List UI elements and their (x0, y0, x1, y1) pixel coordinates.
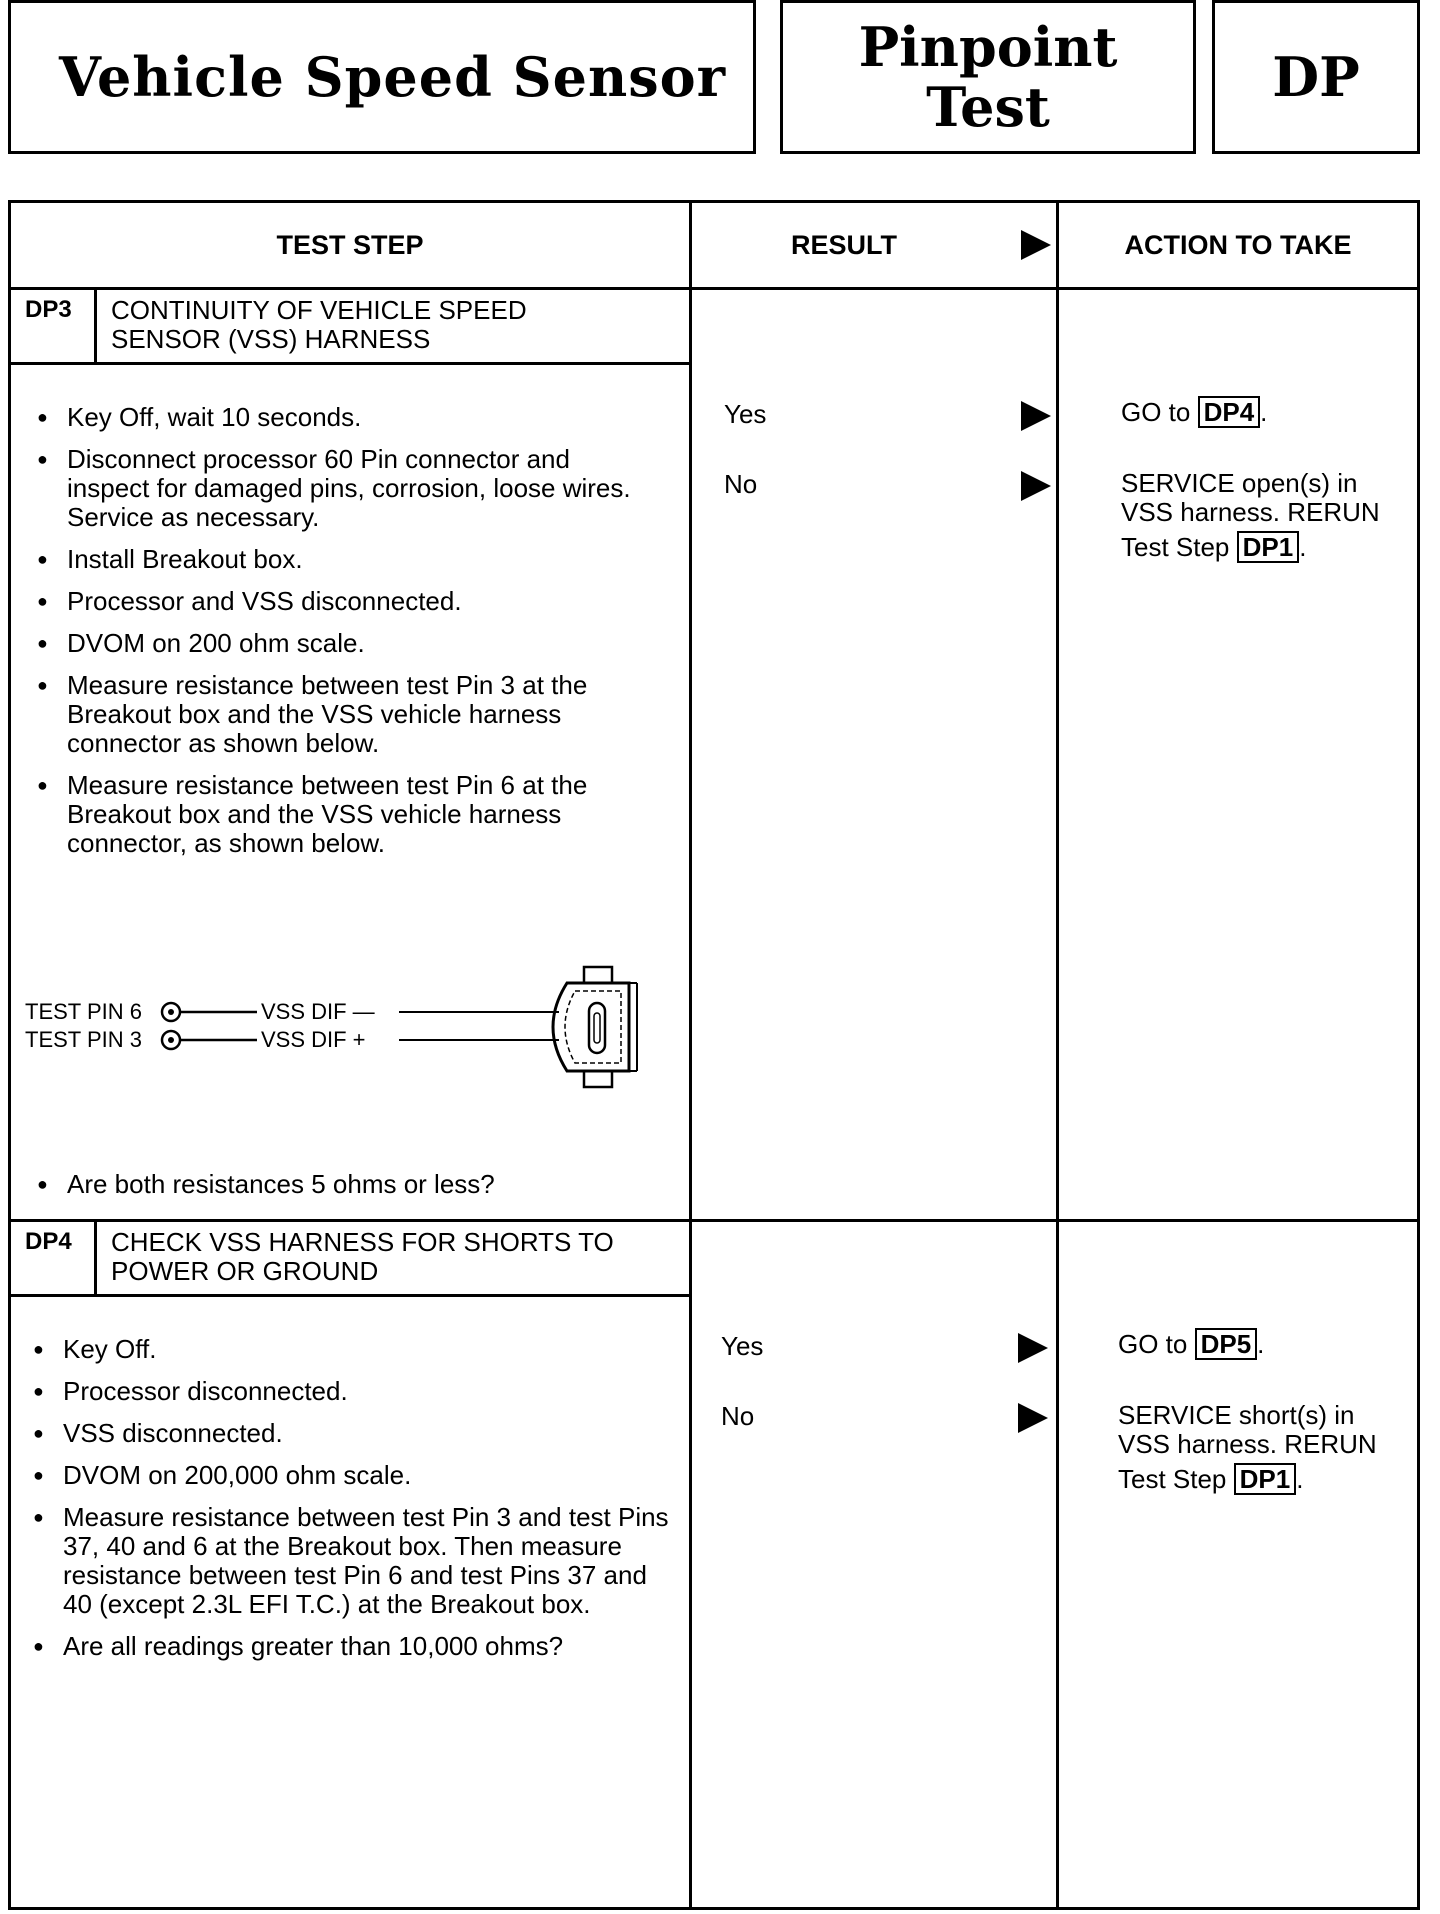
instruction-item: ● Key Off. (29, 1335, 669, 1364)
step-reference: DP4 (1198, 396, 1261, 428)
step-title-line2: POWER OR GROUND (111, 1256, 379, 1286)
page-title: Vehicle Speed Sensor (8, 0, 756, 154)
column-divider (689, 203, 692, 1907)
column-header-result: RESULT (791, 229, 897, 260)
connector-icon (553, 967, 637, 1087)
action-suffix: . (1299, 532, 1307, 562)
instruction-item: ● DVOM on 200,000 ohm scale. (29, 1461, 669, 1490)
action-text: GO to (1121, 397, 1191, 427)
step-title (97, 1222, 614, 1294)
column-header-action: ACTION TO TAKE (1124, 229, 1352, 260)
wire-6-label: VSS DIF — (261, 999, 375, 1024)
action-text: GO to (1118, 1329, 1188, 1359)
arrow-icon (1018, 1333, 1048, 1363)
step-reference: DP1 (1234, 1463, 1297, 1495)
step-title-line2: SENSOR (VSS) HARNESS (111, 324, 431, 354)
action-yes (1121, 396, 1267, 428)
question-dp3 (33, 1170, 653, 1212)
action-line: SERVICE open(s) in (1121, 468, 1358, 498)
arrow-icon (1021, 230, 1051, 260)
instruction-item: ● Measure resistance between test Pin 6 at the Breakout box and the VSS vehicle harness connector, as shown below. (33, 771, 653, 858)
instruction-item: ● VSS disconnected. (29, 1419, 669, 1448)
instruction-item: ● Measure resistance between test Pin 3 at the Breakout box and the VSS vehicle harness connector as shown below. (33, 671, 653, 758)
result-no: No (724, 469, 758, 499)
action-line (1121, 531, 1380, 563)
step-title-line1: CONTINUITY OF VEHICLE SPEED (111, 295, 527, 325)
section-code: DP (1212, 0, 1420, 154)
test-table (8, 200, 1420, 1910)
question-item: ● Are both resistances 5 ohms or less? (33, 1170, 653, 1199)
step-header-dp4 (11, 1222, 692, 1297)
test-pin-6-label: TEST PIN 6 (25, 999, 142, 1024)
action-suffix: . (1260, 397, 1268, 427)
result-yes: Yes (724, 399, 767, 429)
column-header-test-step: TEST STEP (276, 229, 424, 260)
test-type-line2: Test (926, 75, 1050, 139)
instruction-item: ● Measure resistance between test Pin 3 and test Pins 37, 40 and 6 at the Breakout box. Then measure resistance between test Pin 6 and test Pins 37 and 40 (except 2.3L EFI T.C.) at the Breakout box. (29, 1503, 669, 1619)
action-suffix: . (1296, 1464, 1304, 1494)
test-type-box (780, 0, 1196, 154)
step-code: DP4 (11, 1222, 97, 1294)
result-no: No (721, 1401, 755, 1431)
action-yes (1118, 1328, 1264, 1360)
step-code: DP3 (11, 290, 97, 362)
wire-3-label: VSS DIF + (261, 1027, 366, 1052)
instruction-item: ● Key Off, wait 10 seconds. (33, 403, 653, 432)
step-reference: DP1 (1237, 531, 1300, 563)
arrow-icon (1021, 401, 1051, 431)
arrow-icon (1021, 471, 1051, 501)
action-line: SERVICE short(s) in (1118, 1400, 1355, 1430)
test-type-line1: Pinpoint (858, 15, 1118, 79)
instruction-item: ● Processor and VSS disconnected. (33, 587, 653, 616)
instruction-list-dp4 (29, 1335, 669, 1674)
instruction-item: ● DVOM on 200 ohm scale. (33, 629, 653, 658)
action-text: Test Step (1121, 532, 1230, 562)
step-reference: DP5 (1195, 1328, 1258, 1360)
instruction-list-dp3 (33, 403, 653, 871)
action-no (1118, 1401, 1377, 1495)
instruction-item: ● Disconnect processor 60 Pin connector and inspect for damaged pins, corrosion, loose wires. Service as necessary. (33, 445, 653, 532)
result-yes: Yes (721, 1331, 764, 1361)
step-header-dp3 (11, 290, 692, 365)
instruction-item: ● Install Breakout box. (33, 545, 653, 574)
action-line: VSS harness. RERUN (1118, 1429, 1377, 1459)
arrow-icon (1018, 1403, 1048, 1433)
action-line (1118, 1463, 1377, 1495)
action-suffix: . (1257, 1329, 1265, 1359)
step-title-line1: CHECK VSS HARNESS FOR SHORTS TO (111, 1227, 614, 1257)
instruction-item: ● Are all readings greater than 10,000 ohms? (29, 1632, 669, 1661)
action-text: Test Step (1118, 1464, 1227, 1494)
column-divider (1056, 203, 1059, 1907)
action-line: VSS harness. RERUN (1121, 497, 1380, 527)
action-no (1121, 469, 1380, 563)
step-title (97, 290, 527, 362)
test-pin-3-label: TEST PIN 3 (25, 1027, 142, 1052)
vss-connector-diagram (19, 953, 659, 1103)
instruction-item: ● Processor disconnected. (29, 1377, 669, 1406)
